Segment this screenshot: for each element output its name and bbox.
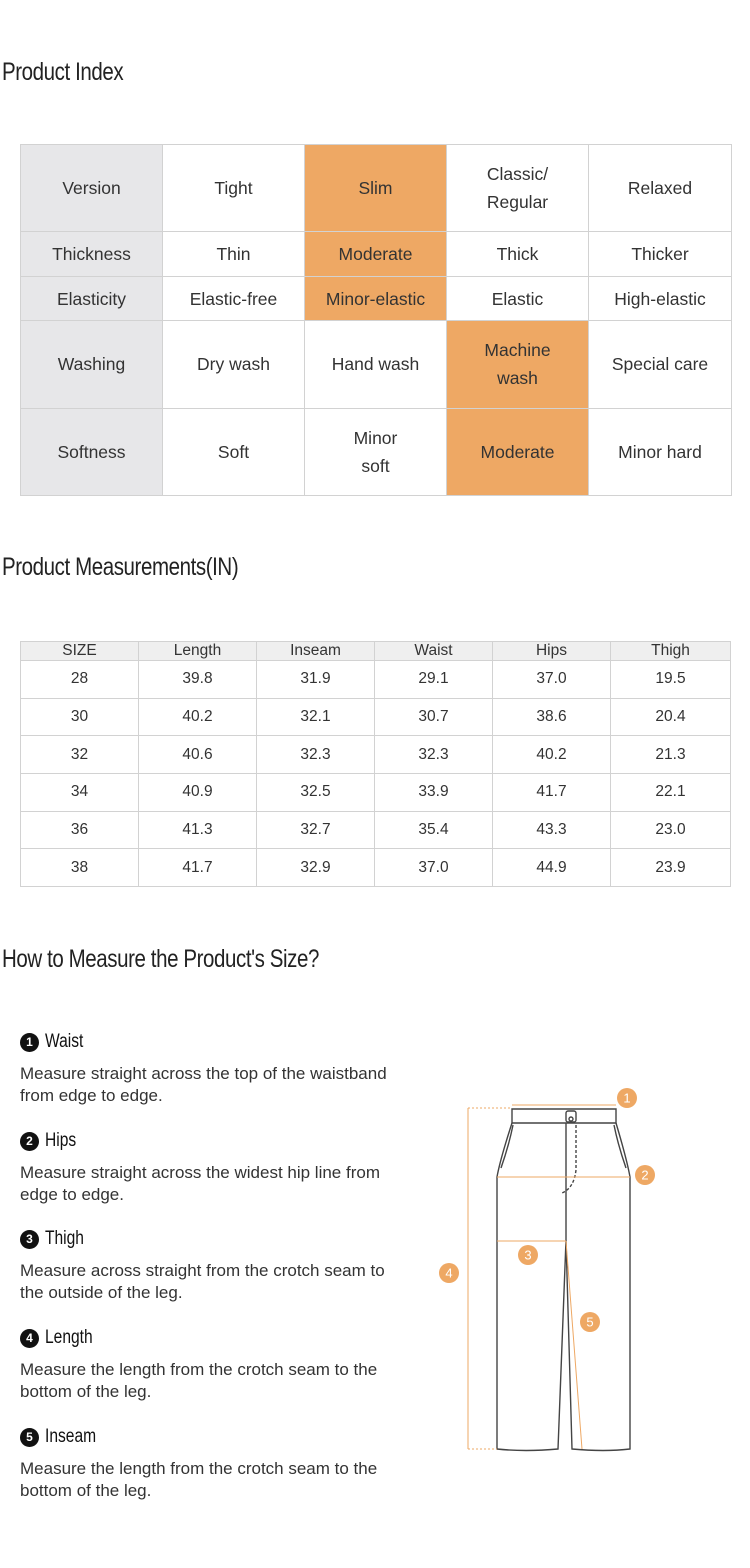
index-option: Thick xyxy=(447,232,589,276)
step-name: Length xyxy=(45,1327,93,1348)
measurements-cell: 32.3 xyxy=(375,736,493,774)
diagram-marker-label: 1 xyxy=(623,1090,631,1106)
measurements-cell: 43.3 xyxy=(493,811,611,849)
step-description: Measure the length from the crotch seam to the bottom of the leg. xyxy=(20,1360,378,1401)
measurements-cell: 41.3 xyxy=(139,811,257,849)
index-option-selected: Moderate xyxy=(305,232,447,276)
measurements-cell: 28 xyxy=(21,661,139,699)
measurements-cell: 39.8 xyxy=(139,661,257,699)
measurements-cell: 32.9 xyxy=(257,849,375,887)
measurements-cell: 32.7 xyxy=(257,811,375,849)
measurements-cell: 20.4 xyxy=(611,698,731,736)
step-number-icon: 4 xyxy=(20,1329,39,1348)
measurements-cell: 40.9 xyxy=(139,773,257,811)
step-title xyxy=(20,1227,400,1251)
measure-step-thigh xyxy=(20,1227,400,1304)
index-row-label: Thickness xyxy=(21,232,163,276)
index-option: Hand wash xyxy=(305,321,447,408)
index-option: Special care xyxy=(589,321,732,408)
step-name: Waist xyxy=(45,1031,84,1052)
measurements-row xyxy=(21,849,731,887)
measurements-cell: 30.7 xyxy=(375,698,493,736)
index-option: Elastic xyxy=(447,276,589,320)
measurements-cell: 40.2 xyxy=(493,736,611,774)
measurements-cell: 34 xyxy=(21,773,139,811)
measurements-cell: 38.6 xyxy=(493,698,611,736)
step-title xyxy=(20,1129,400,1153)
index-option: Thin xyxy=(163,232,305,276)
measurements-header-cell: Inseam xyxy=(257,642,375,661)
step-name: Thigh xyxy=(45,1228,84,1249)
index-option: Tight xyxy=(163,145,305,232)
index-row-label: Softness xyxy=(21,408,163,495)
measurements-cell: 37.0 xyxy=(375,849,493,887)
measurements-row xyxy=(21,698,731,736)
product-index-title: Product Index xyxy=(2,58,124,86)
measurements-cell: 29.1 xyxy=(375,661,493,699)
index-option-selected: Machine wash xyxy=(447,321,589,408)
measurements-cell: 33.9 xyxy=(375,773,493,811)
step-title xyxy=(20,1425,400,1449)
measurements-header-cell: Thigh xyxy=(611,642,731,661)
index-row-elasticity xyxy=(21,276,732,320)
measurements-cell: 35.4 xyxy=(375,811,493,849)
measure-step-inseam xyxy=(20,1425,400,1502)
measurements-header-cell: Waist xyxy=(375,642,493,661)
measure-step-hips xyxy=(20,1129,400,1206)
step-name: Inseam xyxy=(45,1426,97,1447)
step-number-icon: 1 xyxy=(20,1033,39,1052)
step-description: Measure across straight from the crotch seam to the outside of the leg. xyxy=(20,1261,385,1302)
measurements-header-cell: Hips xyxy=(493,642,611,661)
measurements-cell: 32 xyxy=(21,736,139,774)
index-row-thickness xyxy=(21,232,732,276)
measurements-table xyxy=(20,641,731,887)
measurements-row xyxy=(21,661,731,699)
index-row-label: Washing xyxy=(21,321,163,408)
index-row-washing xyxy=(21,321,732,408)
measurements-row xyxy=(21,773,731,811)
measurements-cell: 36 xyxy=(21,811,139,849)
measurements-cell: 22.1 xyxy=(611,773,731,811)
step-name: Hips xyxy=(45,1130,77,1151)
diagram-marker-label: 4 xyxy=(445,1265,453,1281)
pants-diagram xyxy=(430,1080,670,1460)
measurements-cell: 38 xyxy=(21,849,139,887)
measurements-cell: 32.3 xyxy=(257,736,375,774)
index-option-selected: Moderate xyxy=(447,408,589,495)
diagram-marker-label: 3 xyxy=(524,1247,532,1263)
step-title xyxy=(20,1326,400,1350)
index-option-selected: Minor-elastic xyxy=(305,276,447,320)
how-to-measure-title: How to Measure the Product's Size? xyxy=(2,945,319,973)
measurements-cell: 23.0 xyxy=(611,811,731,849)
measurements-cell: 21.3 xyxy=(611,736,731,774)
measurements-cell: 41.7 xyxy=(493,773,611,811)
measurements-cell: 41.7 xyxy=(139,849,257,887)
product-measurements-title: Product Measurements(IN) xyxy=(2,553,239,581)
step-number-icon: 3 xyxy=(20,1230,39,1249)
index-option: Soft xyxy=(163,408,305,495)
measurements-row xyxy=(21,811,731,849)
index-option: High-elastic xyxy=(589,276,732,320)
step-description: Measure the length from the crotch seam to the bottom of the leg. xyxy=(20,1459,378,1500)
step-description: Measure straight across the widest hip line from edge to edge. xyxy=(20,1163,380,1204)
measurements-cell: 44.9 xyxy=(493,849,611,887)
measurements-cell: 40.2 xyxy=(139,698,257,736)
measurements-cell: 31.9 xyxy=(257,661,375,699)
measurements-cell: 32.5 xyxy=(257,773,375,811)
measurements-cell: 19.5 xyxy=(611,661,731,699)
diagram-marker-label: 2 xyxy=(641,1167,649,1183)
measurements-header-cell: SIZE xyxy=(21,642,139,661)
measure-step-waist xyxy=(20,1030,400,1107)
index-row-version xyxy=(21,145,732,232)
step-number-icon: 2 xyxy=(20,1132,39,1151)
measure-guides xyxy=(468,1105,630,1449)
measurements-cell: 40.6 xyxy=(139,736,257,774)
measurements-header-row xyxy=(21,642,731,661)
step-number-icon: 5 xyxy=(20,1428,39,1447)
index-option: Dry wash xyxy=(163,321,305,408)
index-option: Elastic-free xyxy=(163,276,305,320)
measurements-header-cell: Length xyxy=(139,642,257,661)
index-option: Relaxed xyxy=(589,145,732,232)
step-title xyxy=(20,1030,400,1054)
measurements-cell: 23.9 xyxy=(611,849,731,887)
step-description: Measure straight across the top of the waistband from edge to edge. xyxy=(20,1064,387,1105)
measure-step-length xyxy=(20,1326,400,1403)
product-index-table xyxy=(20,144,732,496)
index-option-selected: Slim xyxy=(305,145,447,232)
index-row-softness xyxy=(21,408,732,495)
index-option: Classic/ Regular xyxy=(447,145,589,232)
index-option: Minor soft xyxy=(305,408,447,495)
index-row-label: Elasticity xyxy=(21,276,163,320)
index-option: Minor hard xyxy=(589,408,732,495)
measurements-cell: 37.0 xyxy=(493,661,611,699)
measurements-row xyxy=(21,736,731,774)
index-option: Thicker xyxy=(589,232,732,276)
diagram-marker-label: 5 xyxy=(586,1314,594,1330)
measurements-cell: 32.1 xyxy=(257,698,375,736)
index-row-label: Version xyxy=(21,145,163,232)
pants-outline-icon xyxy=(497,1109,630,1451)
measurements-cell: 30 xyxy=(21,698,139,736)
